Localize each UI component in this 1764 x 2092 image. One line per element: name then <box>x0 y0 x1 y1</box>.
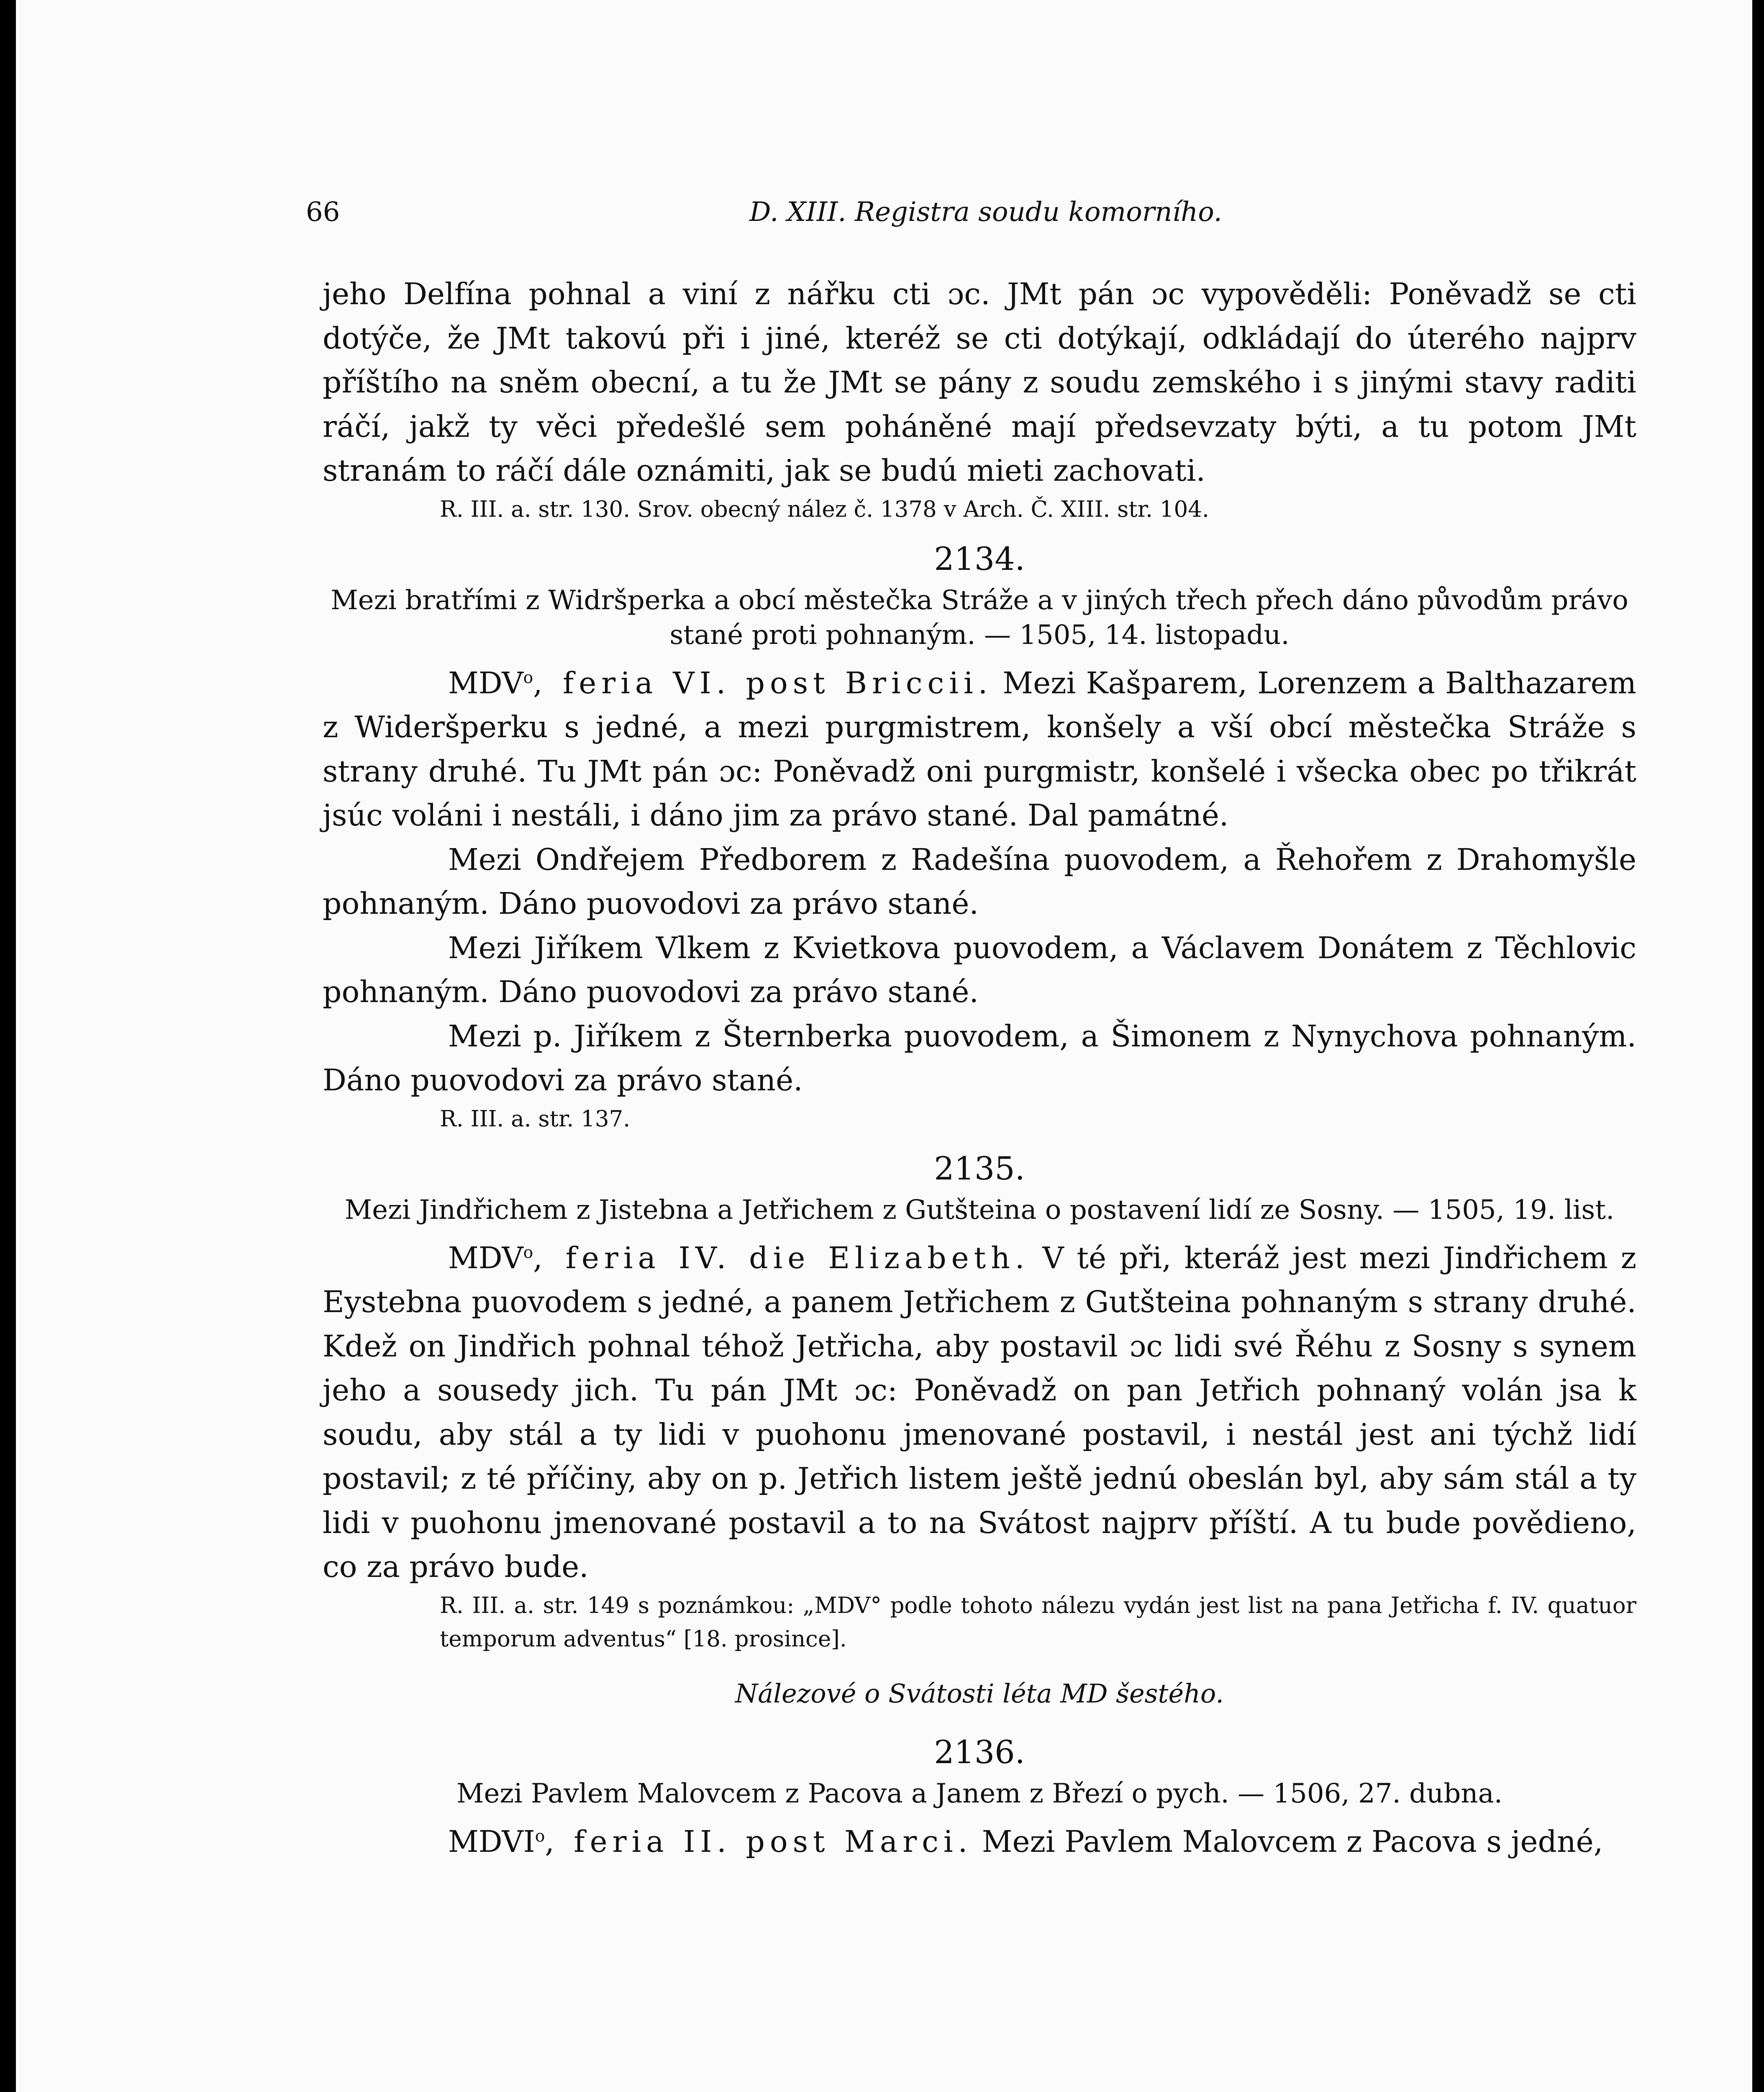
date-spaced: , feria II. post Marci. <box>545 1824 973 1859</box>
running-title: D. XIII. Registra soudu komorního. <box>749 197 1222 228</box>
entry-number-2134: 2134. <box>934 540 1025 577</box>
entry-2134-source-note: R. III. a. str. 137. <box>440 1106 631 1132</box>
entry-regest-2136: Mezi Pavlem Malovcem z Pacova a Janem z Březí o pych. — 1506, 27. dubna. <box>456 1778 1503 1809</box>
entry-2135-paragraph-1 <box>323 1236 1636 1589</box>
entry-2134-paragraph-2: Mezi Ondřejem Předborem z Radešína puovodem, a Řehořem z Drahomyšle pohnaným. Dáno puovodovi za právo stané. <box>323 842 1636 921</box>
date-prefix: MDV <box>448 1240 523 1275</box>
entry-2135-source-note: R. III. a. str. 149 s poznámkou: „MDV° podle tohoto nálezu vydán jest list na pana Jetřicha f. IV. quatuor temporum adventus“ [18. prosince]. <box>440 1592 1636 1652</box>
paragraph-text: V té při, kteráž jest mezi Jindřichem z Eystebna puovodem s jedné, a panem Jetřichem z Gutšteina pohnaným s strany druhé. Kdež on Jindřich pohnal téhož Jetřicha, aby postavil ɔc lidi své Řéhu z Sosny s synem jeho a sousedy jich. Tu pán JMt ɔc: Poněvadž on pan Jetřich pohnaný volán jsa k soudu, aby stál a ty lidi v puohonu jmenované postavil, i nestál jest ani týchž lidí postavil; z té příčiny, aby on p. Jetřich listem ještě jednú obeslán byl, aby sám stál a ty lidi v puohonu jmenované postavil a to na Svátost najprv příští. A tu bude povědieno, co za právo bude. <box>323 1240 1636 1584</box>
paragraph-text: Mezi Pavlem Malovcem z Pacova s jedné, <box>972 1824 1603 1859</box>
entry-2134-paragraph-3: Mezi Jiříkem Vlkem z Kvietkova puovodem, a Václavem Donátem z Těchlovic pohnaným. Dáno puovodovi za právo stané. <box>323 930 1636 1009</box>
section-subheading: Nálezové o Svátosti léta MD šestého. <box>735 1678 1224 1709</box>
date-prefix: MDVI <box>448 1824 535 1859</box>
entry-number-2136: 2136. <box>934 1733 1025 1771</box>
entry-2134-paragraph-1 <box>323 661 1636 838</box>
entry-number-2135: 2135. <box>934 1149 1025 1187</box>
entry-2134-paragraph-4: Mezi p. Jiříkem z Šternberka puovodem, a Šimonem z Nynychova pohnaným. Dáno puovodovi za právo stané. <box>323 1018 1636 1097</box>
date-prefix: MDV <box>448 665 523 700</box>
intro-paragraph: jeho Delfína pohnal a viní z nářku cti ɔc. JMt pán ɔc vypověděli: Poněvadž se cti dotýče, že JMt takovú při i jiné, kteréž se cti dotýkají, odkládají do úterého najprv příštího na sněm obecní, a tu že JMt se pány z soudu zemského i s jinými stavy raditi ráčí, jakž ty věci předešlé sem poháněné mají předsevzaty býti, a tu potom JMt stranám to ráčí dále oznámiti, jak se budú mieti zachovati. <box>323 277 1636 488</box>
entry-2136-paragraph-1 <box>323 1820 1636 1864</box>
date-spaced: , feria IV. die Elizabeth. <box>533 1240 1030 1275</box>
running-header <box>306 197 1222 243</box>
date-sup: o <box>523 1243 533 1262</box>
page-number: 66 <box>306 197 340 228</box>
date-spaced: , feria VI. post Briccii. <box>533 665 993 700</box>
intro-source-note: R. III. a. str. 130. Srov. obecný nález č. 1378 v Arch. Č. XIII. str. 104. <box>440 496 1209 522</box>
date-sup: o <box>523 668 533 687</box>
paragraph-text: Mezi Kašparem, Lorenzem a Balthazarem z Wideršperku s jedné, a mezi purgmistrem, konšely a vší obcí městečka Stráže s strany druhé. Tu JMt pán ɔc: Poněvadž oni purgmistr, konšelé i všecka obec po třikrát jsúc voláni i nestáli, i dáno jim za právo stané. Dal památné. <box>323 665 1636 833</box>
entry-regest-2134: Mezi bratřími z Widršperka a obcí městečka Stráže a v jiných třech přech dáno původům právo stané proti pohnaným. — 1505, 14. listopadu. <box>331 585 1628 651</box>
entry-regest-2135: Mezi Jindřichem z Jistebna a Jetřichem z Gutšteina o postavení lidí ze Sosny. — 1505, 19. list. <box>344 1194 1615 1225</box>
date-sup: o <box>535 1826 545 1846</box>
page-body <box>323 272 1636 1864</box>
page-scan <box>16 0 1752 2092</box>
